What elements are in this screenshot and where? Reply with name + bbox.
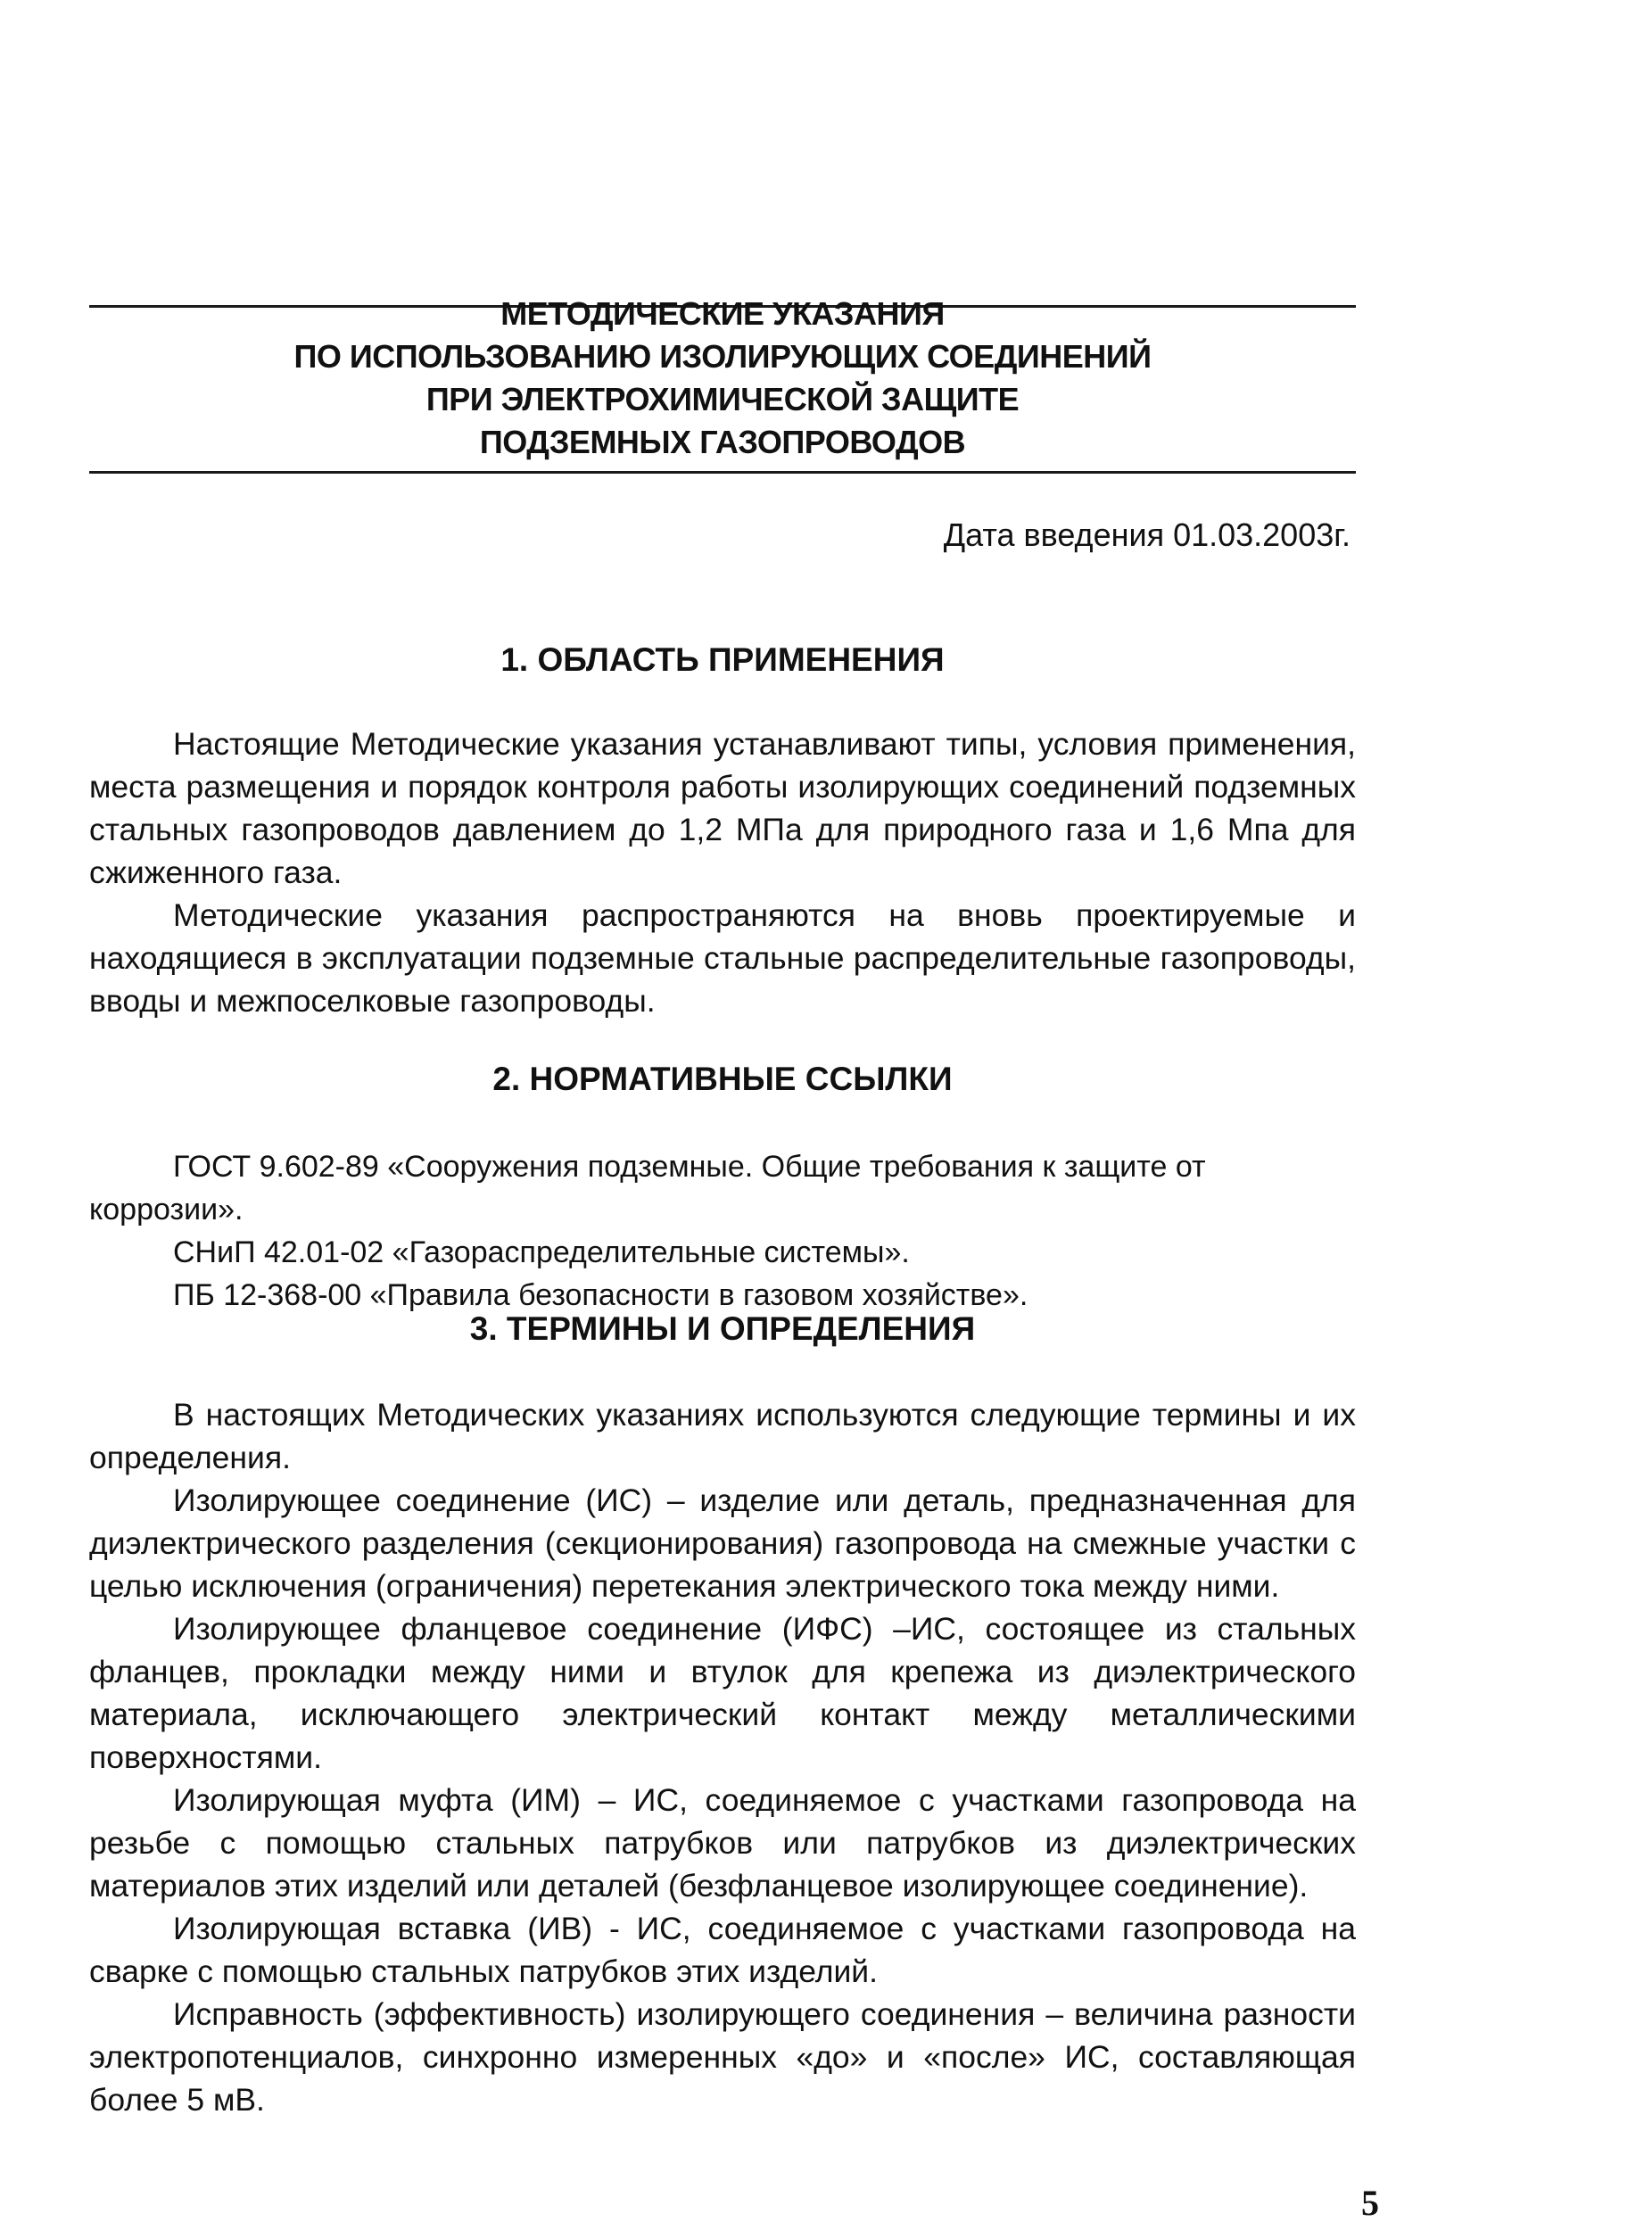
title-bottom-rule [89,471,1356,474]
section-3-paragraph-5: Изолирующая вставка (ИВ) - ИС, соединяемое с участками газопровода на сварке с помощью стальных патрубков этих изделий. [89,1911,1356,1989]
section-1-paragraph-1: Настоящие Методические указания устанавливают типы, условия применения, места размещения и порядок контроля работы изолирующих соединений подземных стальных газопроводов давлением до 1,2 МПа для природного газа и 1,6 Мпа для сжиженного газа. [89,726,1356,890]
reference-item-2: СНиП 42.01-02 «Газораспределительные системы». [173,1235,910,1269]
document-title [89,293,1356,464]
title-line-1: МЕТОДИЧЕСКИЕ УКАЗАНИЯ [500,295,945,332]
title-line-3: ПРИ ЭЛЕКТРОХИМИЧЕСКОЙ ЗАЩИТЕ [425,381,1020,417]
title-line-2: ПО ИСПОЛЬЗОВАНИЮ ИЗОЛИРУЮЩИХ СОЕДИНЕНИЙ [293,338,1152,375]
section-1-paragraph-2: Методические указания распространяются на вновь проектируемые и находящиеся в эксплуатации подземные стальные распределительные газопроводы, вводы и межпоселковые газопроводы. [89,897,1356,1019]
section-3-heading: 3. ТЕРМИНЫ И ОПРЕДЕЛЕНИЯ [469,1310,976,1347]
section-3-paragraph-3: Изолирующее фланцевое соединение (ИФС) –ИС, состоящее из стальных фланцев, прокладки между ними и втулок для крепежа из диэлектрического материала, исключающего электрический контакт между металлическими поверхностями. [89,1611,1356,1775]
section-3-paragraph-4: Изолирующая муфта (ИМ) – ИС, соединяемое с участками газопровода на резьбе с помощью стальных патрубков или патрубков из диэлектрических материалов этих изделий или деталей (безфланцевое изолирующее соединение). [89,1782,1356,1904]
reference-item-1: ГОСТ 9.602-89 «Сооружения подземные. Общие требования к защите от коррозии». [89,1150,1206,1226]
section-3-paragraph-2: Изолирующее соединение (ИС) – изделие или деталь, предназначенная для диэлектрического разделения (секционирования) газопровода на смежные участки с целью исключения (ограничения) перетекания электрического тока между ними. [89,1483,1356,1604]
section-3-paragraph-1: В настоящих Методических указаниях используются следующие термины и их определения. [89,1397,1356,1475]
introduction-date: Дата введения 01.03.2003г. [943,516,1351,553]
section-1-body [89,723,1356,1022]
section-3-paragraph-6: Исправность (эффективность) изолирующего соединения – величина разности электропотенциалов, синхронно измеренных «до» и «после» ИС, составляющая более 5 мВ. [89,1996,1356,2118]
reference-item-3: ПБ 12-368-00 «Правила безопасности в газовом хозяйстве». [173,1278,1028,1312]
section-3-body [89,1393,1356,2121]
section-1-heading: 1. ОБЛАСТЬ ПРИМЕНЕНИЯ [500,641,945,678]
title-line-4: ПОДЗЕМНЫХ ГАЗОПРОВОДОВ [479,424,966,460]
page-number: 5 [1361,2183,1379,2223]
section-2-references [89,1145,1356,1317]
section-2-heading: 2. НОРМАТИВНЫЕ ССЫЛКИ [492,1061,953,1097]
